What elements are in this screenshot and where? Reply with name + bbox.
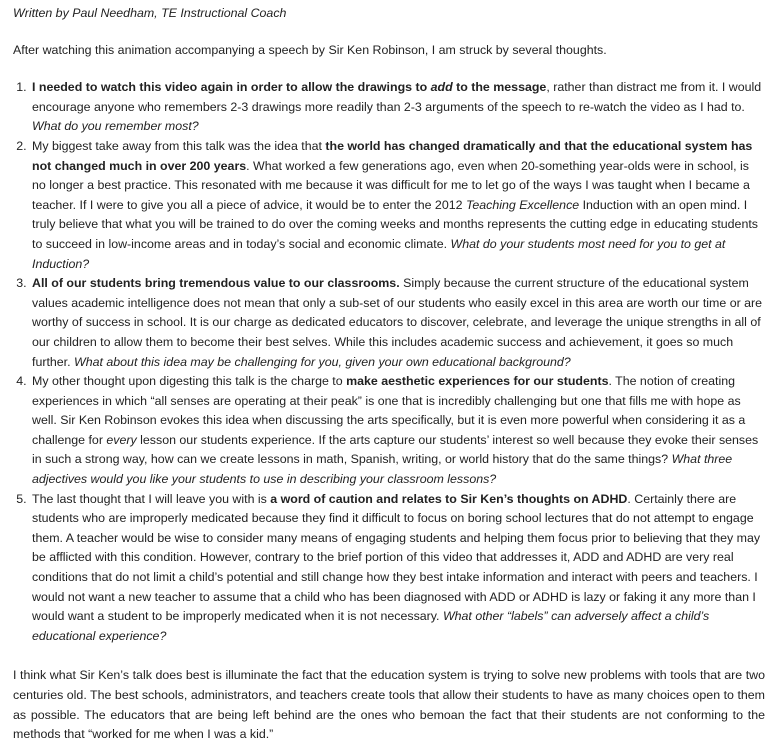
italic-word: every <box>106 432 137 447</box>
list-item <box>30 78 765 137</box>
list-item <box>30 137 765 274</box>
list-item <box>30 274 765 372</box>
byline: Written by Paul Needham, TE Instructional Coach <box>13 6 287 20</box>
list-item <box>30 372 765 490</box>
body-text: My biggest take away from this talk was the idea that <box>32 138 326 153</box>
reflection-question: What other “labels” can adversely affect a child’s educational experience? <box>32 609 710 643</box>
body-text: lesson our students experience. If the arts capture our students’ interest so well because they evoke their senses in such a strong way, how can we create lessons in math, Spanish, writing, or world history that do the same things? <box>32 432 759 467</box>
list-item <box>30 490 765 647</box>
body-text: . Certainly there are students who are improperly medicated because they find it difficult to focus on boring school lectures that do not attempt to engage them. A teacher would be wise to consider many means of engaging students and helping them focus prior to believing that they may be afflicted with this condition. However, contrary to the brief portion of this video that addresses it, ADD and ADHD are very real conditions that do not limit a child’s potential and still change how they best intake information and interact with peers and teachers. I would not want a new teacher to assume that a child who has been diagnosed with ADD or ADHD is lazy or faking it any more than I would want a student to be improperly medicated when it is not necessary. <box>32 491 761 624</box>
intro-paragraph: After watching this animation accompanying a speech by Sir Ken Robinson, I am struck by several thoughts. <box>13 42 607 57</box>
emphasis-text: All of our students bring tremendous value to our classrooms. <box>32 276 400 291</box>
body-text: . The notion of creating experiences in which “all senses are operating at their peak” is one that is incredibly challenging but one that fills me with hope as well. Sir Ken Robinson evokes this idea when discussing the arts specifically, but it is even more powerful when considering it as a challenge for <box>32 374 746 447</box>
body-text: . What worked a few generations ago, even when 20-something year-olds were in school, is no longer a best practice. This resonated with me because it was difficult for me to let go of the ways I was taught when I became a teacher. If I were to give you all a piece of advice, it would be to enter the 2012 <box>32 158 750 212</box>
emphasis-text: the world has changed dramatically and that the educational system has not changed much in over 200 years <box>32 138 753 173</box>
body-text: The last thought that I will leave you with is <box>32 491 271 506</box>
body-text: My other thought upon digesting this talk is the charge to <box>32 374 347 389</box>
italic-title: Teaching Excellence <box>465 197 580 212</box>
thoughts-list <box>13 78 765 646</box>
body-text: Simply because the current structure of the educational system values academic intelligence does not mean that only a sub-set of our students who easily excel in this area are worth our time or are worthy of success in school. It is our charge as dedicated educators to discover, celebrate, and leverage the unique strengths in all of our children to allow them to become their best selves. While this includes academic success and achievement, it goes so much further. <box>32 276 763 369</box>
closing-paragraph: I think what Sir Ken’s talk does best is illuminate the fact that the education system is trying to solve new problems with tools that are two centuries old. The best schools, administrators, and teachers create tools that allow their students to have as many choices open to them as possible. The educators that are being left behind are the ones who bemoan the fact that their students are not conforming to the methods that “worked for me when I was a kid.” <box>13 668 765 742</box>
emphasis-text: a word of caution and relates to Sir Ken’s thoughts on ADHD <box>270 491 628 506</box>
body-text: , rather than distract me from it. I would encourage anyone who remembers 2-3 drawings more readily than 2-3 arguments of the speech to re-watch the video as I had to. <box>32 80 762 114</box>
reflection-question: What do you remember most? <box>32 119 199 134</box>
emphasis-text: I needed to watch this video again in order to allow the drawings to add to the message <box>32 80 547 95</box>
reflection-question: What about this idea may be challenging for you, given your own educational background? <box>74 354 571 369</box>
emphasis-text: make aesthetic experiences for our students <box>346 374 609 389</box>
reflection-question: What do your students most need for you to get at Induction? <box>32 236 726 271</box>
body-text: Induction with an open mind. I truly believe that what you will be trained to do over the coming weeks and months represents the cutting edge in educating students to succeed in low-income areas and in today’s social and economic climate. <box>32 197 758 251</box>
reflection-question: What three adjectives would you like your students to use in describing your classroom lessons? <box>32 452 733 487</box>
